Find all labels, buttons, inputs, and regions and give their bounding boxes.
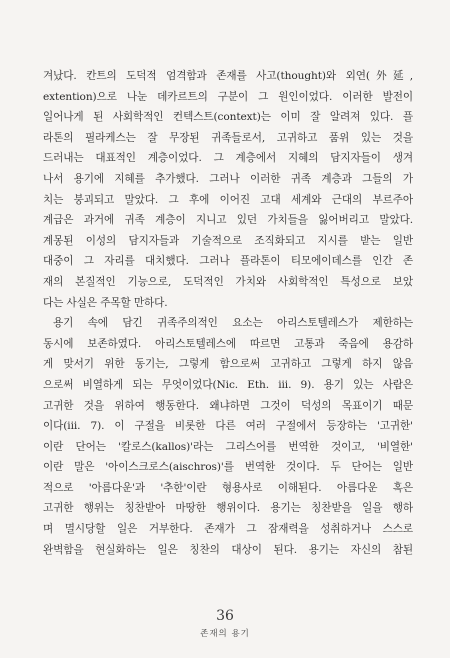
text-line: 완벽함을 현실화하는 일은 칭찬의 대상이 된다. 용기는 자신의 참된	[43, 543, 413, 556]
text-line: 대중이 그 자리를 대치했다. 그러나 플라톤이 티모에이데스를 인간 존	[43, 255, 413, 268]
text-line: 고귀한 것을 위하여 행동한다. 왜냐하면 그것이 덕성의 목표이기 때문	[43, 399, 413, 412]
text-line: 이란 단어는 '칼로스(kallos)'라는 그리스어를 번역한 것이고, '비열한'	[43, 440, 413, 453]
text-line: 일어나게 된 사회학적인 컨텍스트(context)는 이미 잘 알려져 있다. 플	[43, 111, 413, 124]
text-line: 라톤의 필라케스는 잘 무장된 귀족들로서, 고귀하고 품위 있는 것을	[43, 131, 413, 144]
text-line: 계급은 과거에 귀족 계층이 지니고 있던 가치들을 잃어버리고 말았다.	[43, 214, 413, 227]
body-text	[43, 66, 413, 560]
book-title: 존재의 용기	[200, 629, 250, 639]
text-line: extention)으로 나눈 데카르트의 구분이 그 원인이었다. 이러한 발전이	[43, 90, 413, 103]
text-line: 나서 용기에 지혜를 추가했다. 그러나 이러한 귀족 계층과 그들의 가	[43, 172, 413, 185]
page-number: 36	[216, 608, 234, 624]
text-line: 다는 사실은 주목할 만하다.	[43, 296, 168, 309]
text-line: 이다(iii. 7). 이 구절을 비롯한 다른 여러 구절에서 등장하는 '고귀한'	[43, 420, 413, 433]
text-line: 치는 붕괴되고 말았다. 그 후에 이어진 고대 세계와 근대의 부르주아	[43, 193, 413, 206]
text-line: 재의 본질적인 기능으로, 도덕적인 가치와 사회학적인 특성으로 보았	[43, 275, 413, 288]
text-line: 으로써 비열하게 되는 무엇이었다(Nic. Eth. iii. 9). 용기 있는 사람은	[43, 378, 413, 391]
text-line: 고귀한 행위는 칭찬받아 마땅한 행위이다. 용기는 칭찬받을 일을 행하	[43, 502, 413, 515]
text-line: 동시에 보존하였다. 아리스토텔레스에 따르면 고통과 죽음에 용감하	[43, 337, 413, 350]
text-line: 계몽된 이성의 담지자들과 기술적으로 조직화되고 지시를 받는 일반	[43, 234, 413, 247]
text-line: 게 맞서기 위한 동기는, 그렇게 함으로써 고귀하고 그렇게 하지 않음	[43, 358, 413, 371]
text-line: 적으로 '아름다운'과 '추한'이란 형용사로 이해된다. 아름다운 혹은	[43, 481, 413, 494]
text-line: 용기 속에 담긴 귀족주의적인 요소는 아리스토텔레스가 제한하는	[53, 317, 413, 330]
text-line: 드러내는 대표적인 계층이었다. 그 계층에서 지혜의 담지자들이 생겨	[43, 152, 413, 165]
text-line: 이란 말은 '아이스크로스(aischros)'를 번역한 것이다. 두 단어는 일반	[43, 461, 413, 474]
text-line: 겨났다. 칸트의 도덕적 엄격함과 존재를 사고(thought)와 외연(外延,	[43, 70, 413, 82]
text-line: 며 멸시당할 일은 거부한다. 존재가 그 잠재력을 성취하거나 스스로	[43, 523, 413, 536]
